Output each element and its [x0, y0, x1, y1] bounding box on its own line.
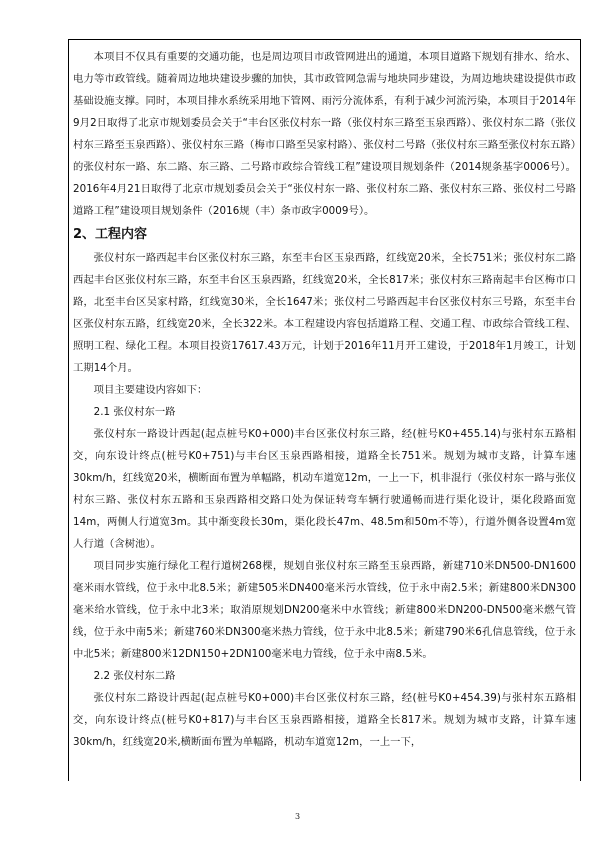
content-table-cell — [68, 39, 581, 781]
section-heading: 2、工程内容 — [73, 227, 148, 242]
overview-paragraph: 张仪村东一路西起丰台区张仪村东三路，东至丰台区玉泉西路，红线宽20米，全长751米；张仪村东二路西起丰台区张仪村东三路，东至丰台区玉泉西路，红线宽20米，全长817米；张仪村东三路南起丰台区梅市口路，北至丰台区吴家村路，红线宽30米，全长1647米；张仪村二号路西起丰台区张仪村东三号路，东至丰台区张仪村东五路，红线宽20米，全长322米。本工程建设内容包括道路工程、交通工程、市政综合管线工程、照明工程、绿化工程。本项目投资17617.43万元，计划于2016年11月开工建设，于2018年1月竣工，计划工期14个月。 — [73, 252, 576, 374]
intro-paragraph: 本项目不仅具有重要的交通功能，也是周边项目市政管网进出的通道，本项目道路下规划有排水、给水、电力等市政管线。随着周边地块建设步骤的加快，其市政管网急需与地块同步建设，为周边地块建设提供市政基础设施支撑。同时，本项目排水系统采用地下管网、雨污分流体系，有利于减少河流污染，本项目于2014年9月2日取得了北京市规划委员会关于“丰台区张仪村东一路（张仪村东三路至玉泉西路）、张仪村东二路（张仪村东三路至玉泉西路）、张仪村东三路（梅市口路至吴家村路）、张仪村二号路（张仪村东三路至张仪村东五路）的张仪村东一路、东二路、东三路、二号路市政综合管线工程”建设项目规划条件（2014规条基字0006号）。2016年4月21日取得了北京市规划委员会关于“张仪村东一路、张仪村东二路、张仪村东三路、张仪村二号路道路工程”建设项目规划条件（2016规（丰）条市政字0009号）。 — [73, 51, 576, 217]
subsection-2-paragraph-1: 张仪村东二路设计西起(起点桩号K0+000)丰台区张仪村东三路，经(桩号K0+454.39)与张村东五路相交，向东设计终点(桩号K0+817)与丰台区玉泉西路相接，道路全长817米。规划为城市支路，计算车速30km/h，红线宽20米,横断面布置为单幅路，机动车道宽12m，一上一下， — [73, 692, 576, 748]
page-number: 3 — [294, 812, 301, 821]
main-content-intro: 项目主要建设内容如下： — [93, 384, 208, 396]
subsection-heading-2: 2.2 张仪村东二路 — [93, 670, 176, 682]
subsection-heading-1: 2.1 张仪村东一路 — [93, 406, 176, 418]
subsection-1-paragraph-1: 张仪村东一路设计西起(起点桩号K0+000)丰台区张仪村东三路，经(桩号K0+455.14)与张村东五路相交，向东设计终点(桩号K0+751)与丰台区玉泉西路相接，道路全长751米。规划为城市支路，计算车速30km/h，红线宽20米，横断面布置为单幅路，机动车道宽12m，一上一下，机非混行（张仪村东一路与张仪村东三路、张仪村东五路和玉泉西路相交路口处为保证转弯车辆行驶通畅而进行渠化设计，渠化段路面宽14m，两侧人行道宽3m。其中渐变段长30m，渠化段长47m、48.5m和50m不等），行道外侧各设置4m宽人行道（含树池）。 — [73, 428, 576, 550]
subsection-1-paragraph-2: 项目同步实施行绿化工程行道树268棵，规划自张仪村东三路至玉泉西路，新建710米DN500-DN1600毫米雨水管线，位于永中北8.5米；新建505米DN400毫米污水管线，位于永中南2.5米；新建800米DN300毫米给水管线，位于永中北3米；取消原规划DN200毫米中水管线；新建800米DN200-DN500毫米燃气管线，位于永中南5米；新建760米DN300毫米热力管线，位于永中北8.5米；新建790米6孔信息管线，位于永中北5米；新建800米12DN150+2DN100毫米电力管线，位于永中南8.5米。 — [73, 560, 576, 660]
